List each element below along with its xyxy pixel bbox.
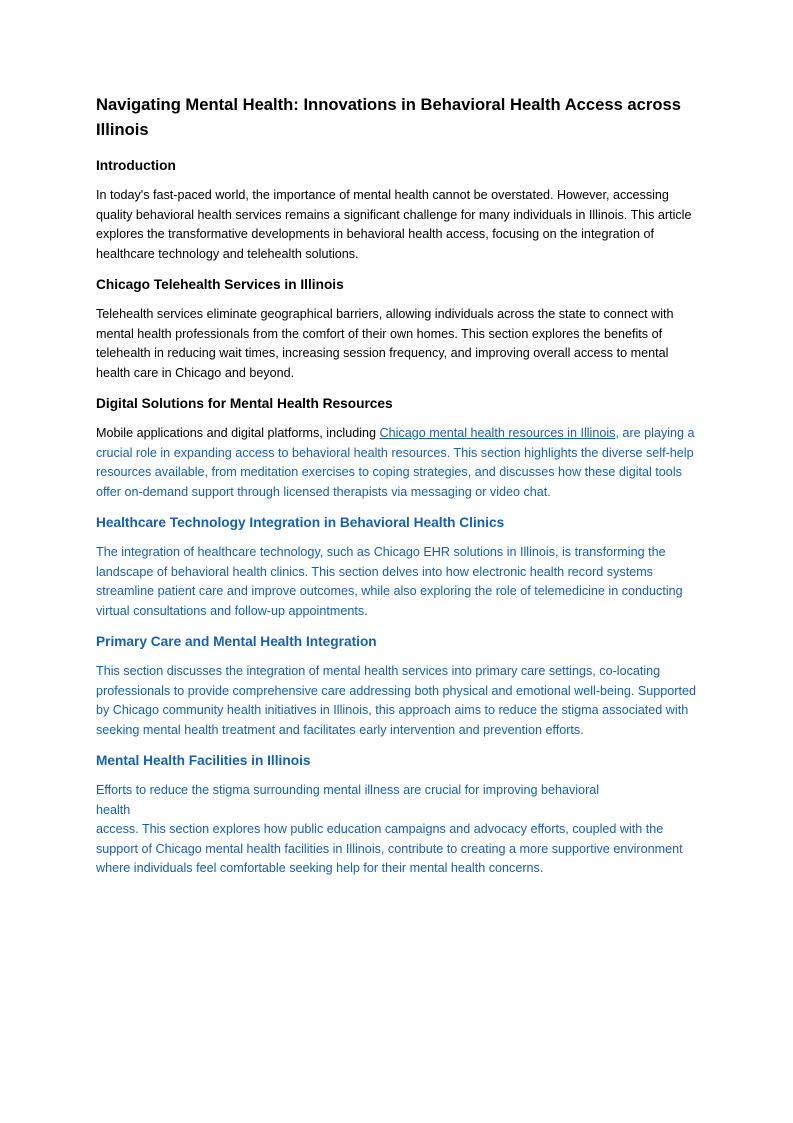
tech-integration-heading: Healthcare Technology Integration in Behavioral Health Clinics	[96, 515, 505, 530]
intro-heading: Introduction	[96, 158, 176, 173]
digital-solutions-paragraph	[96, 424, 700, 502]
primary-care-paragraph: This section discusses the integration of mental health services into primary care settings, co-locating professionals to provide comprehensive care addressing both physical and emotional well-being. Supported by Chicago community health initiatives in Illinois, this approach aims to reduce the stigma associated with seeking mental health treatment and facilitates early intervention and prevention efforts.	[96, 664, 696, 737]
digital-solutions-text-before-link: Mobile applications and digital platforms, including	[96, 426, 380, 440]
primary-care-heading: Primary Care and Mental Health Integration	[96, 634, 377, 649]
article-title: Navigating Mental Health: Innovations in Behavioral Health Access across Illinois	[96, 95, 681, 139]
tech-integration-paragraph: The integration of healthcare technology, such as Chicago EHR solutions in Illinois, is transforming the landscape of behavioral health clinics. This section delves into how electronic health record systems streamline patient care and improve outcomes, while also exploring the role of telemedicine in conducting virtual consultations and follow-up appointments.	[96, 545, 683, 618]
digital-solutions-heading: Digital Solutions for Mental Health Resources	[96, 396, 393, 411]
digital-solutions-text-after-link: , are playing a crucial role in expanding access to behavioral health resources. This section highlights the diverse self-help resources available, from meditation exercises to coping strategies, and discusses how these digital tools offer on-demand support through licensed therapists via messaging or video chat.	[96, 426, 695, 499]
facilities-line-rest: access. This section explores how public education campaigns and advocacy efforts, coupled with the support of Chicago mental health facilities in Illinois, contribute to creating a more supportive environment where individuals feel comfortable seeking help for their mental health concerns.	[96, 822, 683, 875]
intro-paragraph: In today's fast-paced world, the importance of mental health cannot be overstated. However, accessing quality behavioral health services remains a significant challenge for many individuals in Illinois. This article explores the transformative developments in behavioral health access, focusing on the integration of healthcare technology and telehealth solutions.	[96, 188, 692, 261]
facilities-line-1: Efforts to reduce the stigma surrounding mental illness are crucial for improving behavioral	[96, 783, 600, 797]
document-page	[96, 92, 700, 890]
facilities-paragraph	[96, 781, 700, 879]
chicago-mental-health-resources-link[interactable]: Chicago mental health resources in Illinois	[379, 426, 616, 440]
telehealth-paragraph: Telehealth services eliminate geographical barriers, allowing individuals across the state to connect with mental health professionals from the comfort of their own homes. This section explores the benefits of telehealth in reducing wait times, increasing session frequency, and improving overall access to mental health care in Chicago and beyond.	[96, 307, 674, 380]
facilities-line-2: health	[96, 802, 131, 817]
telehealth-heading: Chicago Telehealth Services in Illinois	[96, 277, 344, 292]
facilities-heading: Mental Health Facilities in Illinois	[96, 753, 311, 768]
